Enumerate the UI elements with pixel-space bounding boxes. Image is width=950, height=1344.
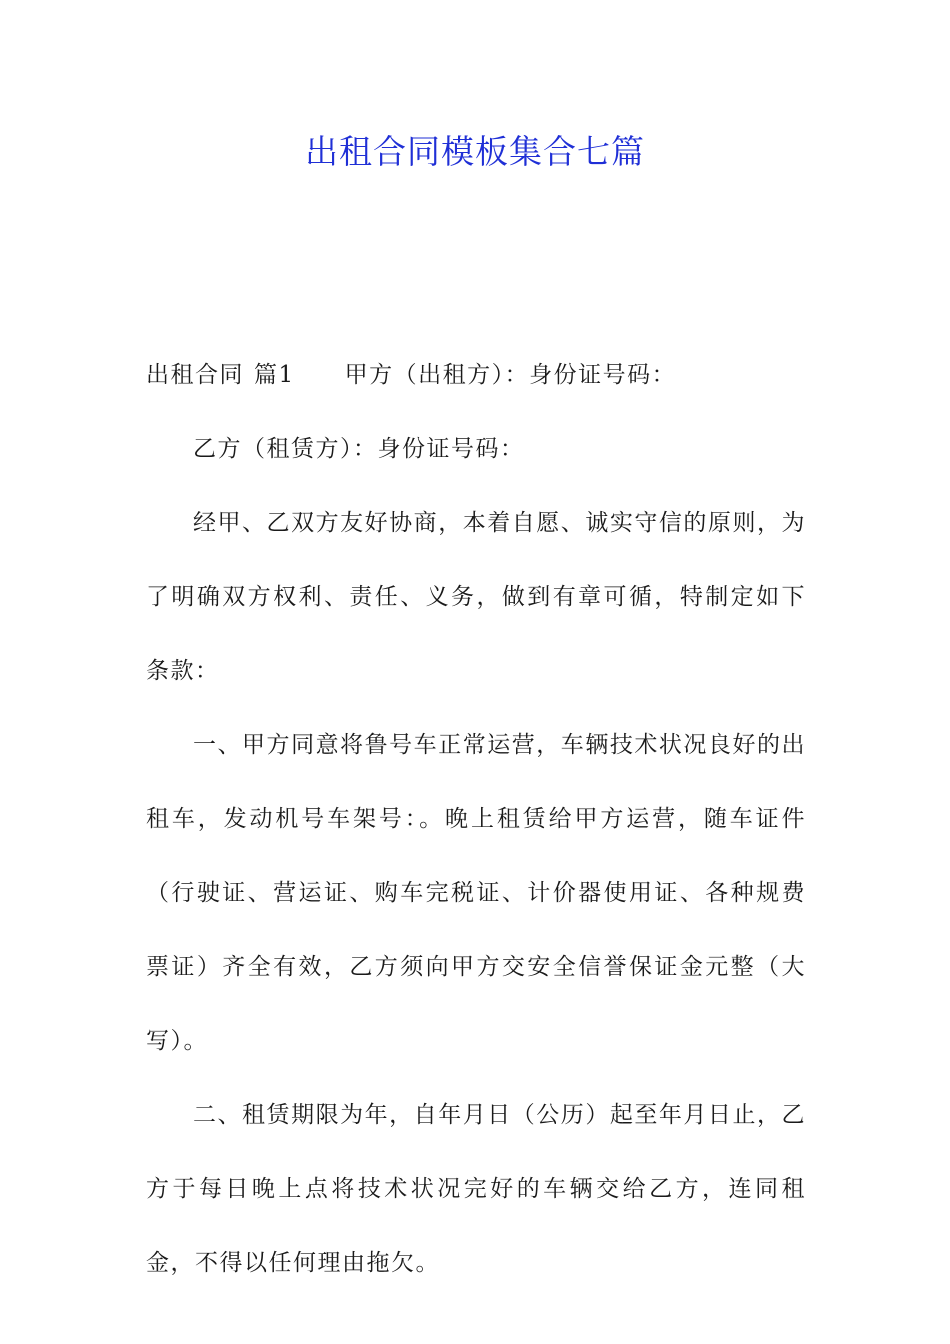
party-a-line: 甲方（出租方）：身份证号码： xyxy=(344,362,677,388)
paragraph-preamble: 经甲、乙双方友好协商，本着自愿、诚实守信的原则，为了明确双方权利、责任、义务，做到有章可循，特制定如下条款： xyxy=(146,510,806,684)
party-b-line: 乙方（租赁方）：身份证号码： xyxy=(193,436,525,462)
section-heading: 出租合同 xyxy=(146,362,244,388)
document-title: 出租合同模板集合七篇 xyxy=(305,132,645,171)
section-first-line xyxy=(146,338,806,412)
paragraph-clause-2: 二、租赁期限为年，自年月日（公历）起至年月日止，乙方于每日晚上点将技术状况完好的车辆交给乙方，连同租金，不得以任何理由拖欠。 xyxy=(146,1102,806,1276)
paragraph-clause-1: 一、甲方同意将鲁号车正常运营，车辆技术状况良好的出租车，发动机号车架号：。晚上租赁给甲方运营，随车证件（行驶证、营运证、购车完税证、计价器使用证、各种规费票证）齐全有效，乙方须向甲方交安全信誉保证金元整（大写）。 xyxy=(146,732,806,1054)
section-number: 篇1 xyxy=(254,362,295,388)
document-body xyxy=(146,338,806,1300)
